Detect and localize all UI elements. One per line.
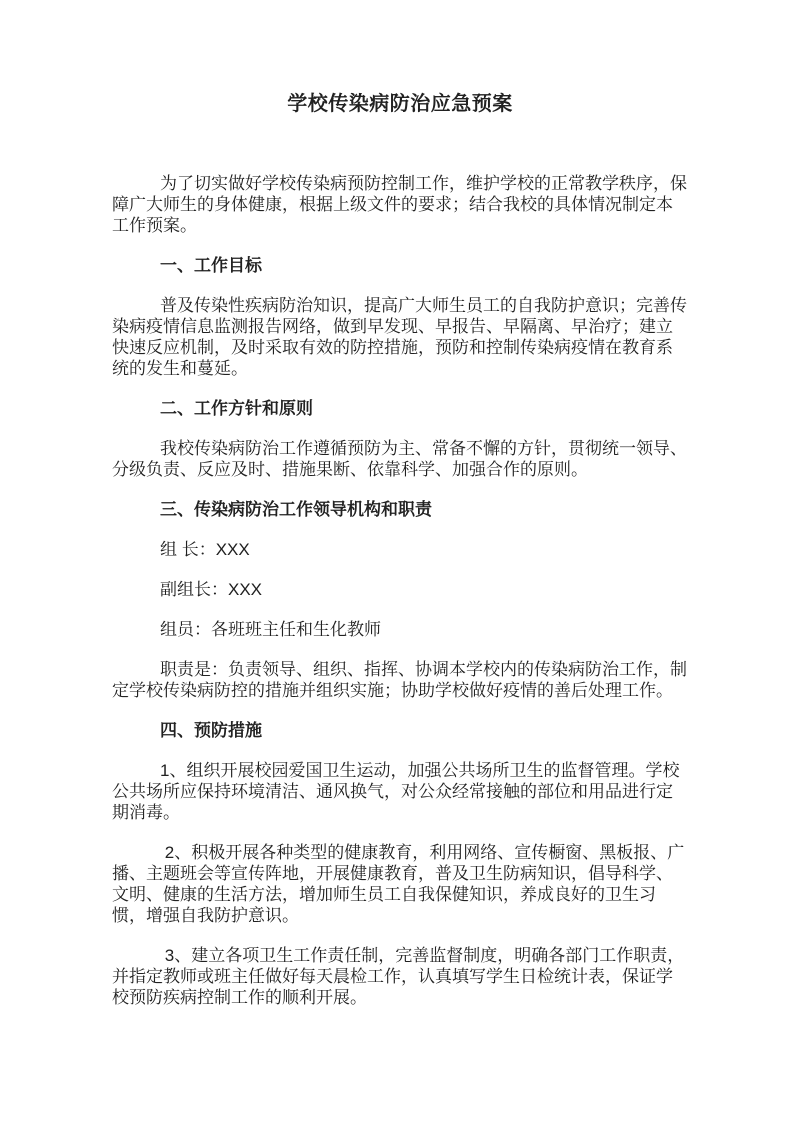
measure-item-1: 1、组织开展校园爱国卫生运动，加强公共场所卫生的监督管理。学校公共场所应保持环境清洁、通风换气，对公众经常接触的部位和用品进行定期消毒。: [112, 761, 680, 822]
measure-item-3: 3、建立各项卫生工作责任制，完善监督制度，明确各部门工作职责，并指定教师或班主任做好每天晨检工作，认真填写学生日检统计表，保证学校预防疾病控制工作的顺利开展。: [112, 946, 685, 1007]
leader-line: 组 长：XXX: [160, 540, 250, 559]
duties-paragraph: 职责是：负责领导、组织、指挥、协调本学校内的传染病防治工作，制定学校传染病防控的措施并组织实施；协助学校做好疫情的善后处理工作。: [112, 660, 687, 700]
section-1-paragraph: 普及传染性疾病防治知识，提高广大师生员工的自我防护意识；完善传染病疫情信息监测报告网络，做到早发现、早报告、早隔离、早治疗；建立快速反应机制，及时采取有效的防控措施，预防和控制传染病疫情在教育系统的发生和蔓延。: [112, 296, 687, 378]
members-line: 组员：各班班主任和生化教师: [160, 620, 381, 639]
section-heading-2: 二、工作方针和原则: [160, 399, 313, 418]
section-heading-1: 一、工作目标: [160, 256, 262, 275]
intro-paragraph: 为了切实做好学校传染病预防控制工作，维护学校的正常教学秩序，保障广大师生的身体健康，根据上级文件的要求；结合我校的具体情况制定本工作预案。: [112, 174, 687, 235]
section-heading-3: 三、传染病防治工作领导机构和职责: [160, 500, 432, 519]
section-heading-4: 四、预防措施: [160, 721, 262, 740]
measure-item-2: 2、积极开展各种类型的健康教育，利用网络、宣传橱窗、黑板报、广播、主题班会等宣传阵地，开展健康教育，普及卫生防病知识，倡导科学、文明、健康的生活方法，增加师生员工自我保健知识，养成良好的卫生习惯，增强自我防护意识。: [112, 843, 685, 925]
deputy-leader-line: 副组长：XXX: [160, 580, 263, 599]
section-2-paragraph: 我校传染病防治工作遵循预防为主、常备不懈的方针，贯彻统一领导、分级负责、反应及时、措施果断、依靠科学、加强合作的原则。: [112, 439, 687, 479]
page-title: 学校传染病防治应急预案: [287, 93, 513, 115]
